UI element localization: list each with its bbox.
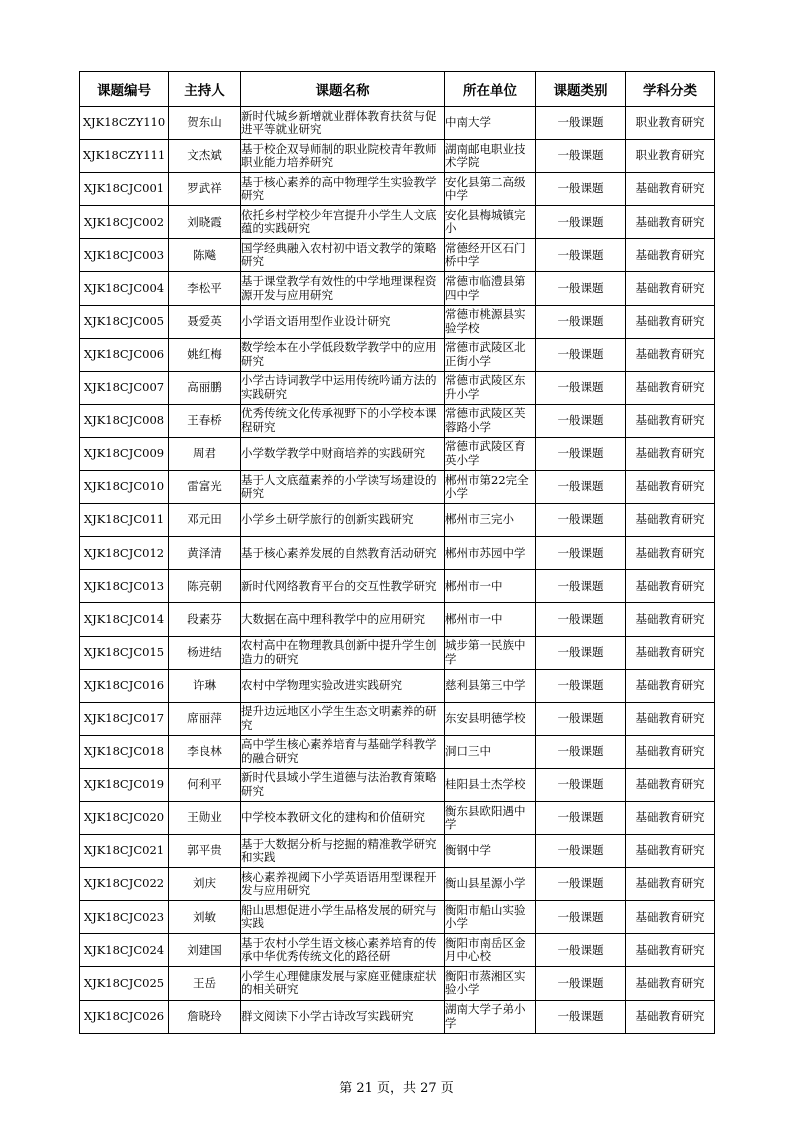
project-field: 基础教育研究 <box>626 272 715 305</box>
header-unit: 所在单位 <box>445 72 536 107</box>
project-topic: 新时代网络教育平台的交互性教学研究 <box>241 570 445 603</box>
project-topic: 小学乡土研学旅行的创新实践研究 <box>241 504 445 537</box>
project-topic: 新时代县域小学生道德与法治教育策略研究 <box>241 768 445 801</box>
project-unit: 衡阳市蒸湘区实验小学 <box>445 967 536 1000</box>
project-code: XJK18CJC018 <box>80 735 169 768</box>
project-topic: 基于农村小学生语文核心素养培育的传承中华优秀传统文化的路径研 <box>241 934 445 967</box>
project-host: 刘晓霞 <box>169 206 241 239</box>
project-code: XJK18CJC001 <box>80 173 169 206</box>
project-unit: 郴州市三完小 <box>445 504 536 537</box>
page-number: 第 21 页，共 27 页 <box>339 1081 454 1096</box>
project-topic: 小学生心理健康发展与家庭亚健康症状的相关研究 <box>241 967 445 1000</box>
project-category: 一般课题 <box>536 603 626 636</box>
project-field: 基础教育研究 <box>626 570 715 603</box>
project-category: 一般课题 <box>536 504 626 537</box>
project-code: XJK18CJC012 <box>80 537 169 570</box>
project-unit: 郴州市第22完全小学 <box>445 471 536 504</box>
project-topic: 高中学生核心素养培育与基础学科教学的融合研究 <box>241 735 445 768</box>
project-host: 姚红梅 <box>169 338 241 371</box>
project-code: XJK18CJC014 <box>80 603 169 636</box>
project-category: 一般课题 <box>536 636 626 669</box>
project-topic: 农村中学物理实验改进实践研究 <box>241 669 445 702</box>
project-code: XJK18CZY110 <box>80 107 169 140</box>
project-code: XJK18CJC005 <box>80 305 169 338</box>
table-row <box>80 735 715 768</box>
table-row <box>80 934 715 967</box>
project-unit: 桂阳县士杰学校 <box>445 768 536 801</box>
project-category: 一般课题 <box>536 702 626 735</box>
project-field: 基础教育研究 <box>626 305 715 338</box>
table-row <box>80 239 715 272</box>
project-category: 一般课题 <box>536 404 626 437</box>
project-unit: 郴州市一中 <box>445 603 536 636</box>
project-unit: 中南大学 <box>445 107 536 140</box>
project-category: 一般课题 <box>536 305 626 338</box>
table-row <box>80 272 715 305</box>
project-code: XJK18CJC003 <box>80 239 169 272</box>
project-code: XJK18CJC011 <box>80 504 169 537</box>
project-field: 基础教育研究 <box>626 404 715 437</box>
project-category: 一般课题 <box>536 140 626 173</box>
project-field: 基础教育研究 <box>626 239 715 272</box>
project-unit: 东安县明德学校 <box>445 702 536 735</box>
project-code: XJK18CJC026 <box>80 1000 169 1033</box>
project-field: 基础教育研究 <box>626 173 715 206</box>
project-host: 杨进结 <box>169 636 241 669</box>
project-code: XJK18CJC023 <box>80 901 169 934</box>
project-unit: 慈利县第三中学 <box>445 669 536 702</box>
project-unit: 常德市武陵区北正街小学 <box>445 338 536 371</box>
project-unit: 常德市武陵区育英小学 <box>445 437 536 470</box>
project-field: 基础教育研究 <box>626 471 715 504</box>
table-row <box>80 140 715 173</box>
project-code: XJK18CJC006 <box>80 338 169 371</box>
project-unit: 常德市武陵区芙蓉路小学 <box>445 404 536 437</box>
table-row <box>80 173 715 206</box>
project-host: 周君 <box>169 437 241 470</box>
project-field: 基础教育研究 <box>626 636 715 669</box>
project-category: 一般课题 <box>536 338 626 371</box>
project-code: XJK18CJC017 <box>80 702 169 735</box>
project-topic: 基于校企双导师制的职业院校青年教师职业能力培养研究 <box>241 140 445 173</box>
project-topic: 核心素养视阈下小学英语语用型课程开发与应用研究 <box>241 868 445 901</box>
project-topic: 基于核心素养的高中物理学生实验教学研究 <box>241 173 445 206</box>
project-field: 基础教育研究 <box>626 801 715 834</box>
table-row <box>80 504 715 537</box>
project-code: XJK18CJC008 <box>80 404 169 437</box>
project-field: 基础教育研究 <box>626 338 715 371</box>
project-category: 一般课题 <box>536 107 626 140</box>
project-host: 聂爱英 <box>169 305 241 338</box>
project-topic: 基于核心素养发展的自然教育活动研究 <box>241 537 445 570</box>
table-row <box>80 206 715 239</box>
project-unit: 衡阳市南岳区金月中心校 <box>445 934 536 967</box>
project-host: 陈亮朝 <box>169 570 241 603</box>
project-topic: 新时代城乡新增就业群体教育扶贫与促进平等就业研究 <box>241 107 445 140</box>
project-code: XJK18CJC019 <box>80 768 169 801</box>
project-host: 邓元田 <box>169 504 241 537</box>
project-host: 王勋业 <box>169 801 241 834</box>
project-field: 基础教育研究 <box>626 669 715 702</box>
project-category: 一般课题 <box>536 272 626 305</box>
table-row <box>80 1000 715 1033</box>
project-field: 基础教育研究 <box>626 437 715 470</box>
project-code: XJK18CJC024 <box>80 934 169 967</box>
project-unit: 郴州市一中 <box>445 570 536 603</box>
project-host: 文杰斌 <box>169 140 241 173</box>
project-unit: 湖南大学子弟小学 <box>445 1000 536 1033</box>
header-code: 课题编号 <box>80 72 169 107</box>
project-field: 职业教育研究 <box>626 140 715 173</box>
project-host: 李松平 <box>169 272 241 305</box>
project-category: 一般课题 <box>536 206 626 239</box>
project-field: 基础教育研究 <box>626 603 715 636</box>
project-table <box>79 71 715 1034</box>
project-category: 一般课题 <box>536 570 626 603</box>
project-category: 一般课题 <box>536 1000 626 1033</box>
project-topic: 小学语文语用型作业设计研究 <box>241 305 445 338</box>
project-unit: 常德经开区石门桥中学 <box>445 239 536 272</box>
header-row <box>80 72 715 107</box>
project-category: 一般课题 <box>536 669 626 702</box>
project-topic: 小学数学教学中财商培养的实践研究 <box>241 437 445 470</box>
table-row <box>80 437 715 470</box>
project-topic: 小学古诗词教学中运用传统吟诵方法的实践研究 <box>241 371 445 404</box>
table-row <box>80 471 715 504</box>
project-topic: 基于人文底蕴素养的小学读写场建设的研究 <box>241 471 445 504</box>
project-field: 基础教育研究 <box>626 537 715 570</box>
project-host: 段素芬 <box>169 603 241 636</box>
project-unit: 洞口三中 <box>445 735 536 768</box>
project-host: 詹晓玲 <box>169 1000 241 1033</box>
project-host: 王春桥 <box>169 404 241 437</box>
project-unit: 衡山县星源小学 <box>445 868 536 901</box>
table-row <box>80 801 715 834</box>
project-topic: 基于课堂教学有效性的中学地理课程资源开发与应用研究 <box>241 272 445 305</box>
project-field: 基础教育研究 <box>626 934 715 967</box>
project-topic: 群文阅读下小学古诗改写实践研究 <box>241 1000 445 1033</box>
project-category: 一般课题 <box>536 934 626 967</box>
project-field: 基础教育研究 <box>626 206 715 239</box>
project-category: 一般课题 <box>536 437 626 470</box>
project-category: 一般课题 <box>536 801 626 834</box>
project-unit: 常德市桃源县实验学校 <box>445 305 536 338</box>
project-field: 基础教育研究 <box>626 901 715 934</box>
project-host: 郭平贵 <box>169 835 241 868</box>
table-row <box>80 404 715 437</box>
header-field: 学科分类 <box>626 72 715 107</box>
project-code: XJK18CJC007 <box>80 371 169 404</box>
project-field: 职业教育研究 <box>626 107 715 140</box>
project-host: 黄泽清 <box>169 537 241 570</box>
project-topic: 基于大数据分析与挖掘的精准教学研究和实践 <box>241 835 445 868</box>
project-topic: 国学经典融入农村初中语文教学的策略研究 <box>241 239 445 272</box>
project-unit: 安化县第二高级中学 <box>445 173 536 206</box>
project-code: XJK18CJC013 <box>80 570 169 603</box>
project-host: 雷富光 <box>169 471 241 504</box>
project-topic: 船山思想促进小学生品格发展的研究与实践 <box>241 901 445 934</box>
project-category: 一般课题 <box>536 537 626 570</box>
project-category: 一般课题 <box>536 173 626 206</box>
project-unit: 安化县梅城镇完小 <box>445 206 536 239</box>
project-category: 一般课题 <box>536 868 626 901</box>
header-host: 主持人 <box>169 72 241 107</box>
project-unit: 衡阳市船山实验小学 <box>445 901 536 934</box>
table-row <box>80 305 715 338</box>
table-row <box>80 570 715 603</box>
project-topic: 依托乡村学校少年宫提升小学生人文底蕴的实践研究 <box>241 206 445 239</box>
table-row <box>80 371 715 404</box>
project-code: XJK18CJC004 <box>80 272 169 305</box>
project-unit: 衡东县欧阳遇中学 <box>445 801 536 834</box>
project-host: 贺东山 <box>169 107 241 140</box>
project-host: 刘建国 <box>169 934 241 967</box>
project-unit: 城步第一民族中学 <box>445 636 536 669</box>
project-code: XJK18CZY111 <box>80 140 169 173</box>
table-row <box>80 967 715 1000</box>
project-field: 基础教育研究 <box>626 768 715 801</box>
project-category: 一般课题 <box>536 967 626 1000</box>
project-host: 高丽鹏 <box>169 371 241 404</box>
table-row <box>80 107 715 140</box>
header-topic: 课题名称 <box>241 72 445 107</box>
table-row <box>80 768 715 801</box>
project-host: 陈飚 <box>169 239 241 272</box>
project-code: XJK18CJC016 <box>80 669 169 702</box>
project-unit: 湖南邮电职业技术学院 <box>445 140 536 173</box>
project-code: XJK18CJC002 <box>80 206 169 239</box>
project-unit: 衡钢中学 <box>445 835 536 868</box>
project-field: 基础教育研究 <box>626 371 715 404</box>
table-row <box>80 338 715 371</box>
project-code: XJK18CJC022 <box>80 868 169 901</box>
project-category: 一般课题 <box>536 471 626 504</box>
table-row <box>80 537 715 570</box>
project-host: 李良林 <box>169 735 241 768</box>
project-topic: 优秀传统文化传承视野下的小学校本课程研究 <box>241 404 445 437</box>
project-code: XJK18CJC025 <box>80 967 169 1000</box>
project-field: 基础教育研究 <box>626 1000 715 1033</box>
project-topic: 提升边远地区小学生生态文明素养的研究 <box>241 702 445 735</box>
project-field: 基础教育研究 <box>626 868 715 901</box>
project-category: 一般课题 <box>536 371 626 404</box>
project-field: 基础教育研究 <box>626 735 715 768</box>
table-row <box>80 702 715 735</box>
table-row <box>80 669 715 702</box>
table-row <box>80 901 715 934</box>
project-host: 刘庆 <box>169 868 241 901</box>
project-code: XJK18CJC015 <box>80 636 169 669</box>
project-unit: 常德市武陵区东升小学 <box>445 371 536 404</box>
project-host: 何利平 <box>169 768 241 801</box>
project-unit: 郴州市苏园中学 <box>445 537 536 570</box>
table-row <box>80 835 715 868</box>
project-code: XJK18CJC010 <box>80 471 169 504</box>
project-topic: 大数据在高中理科教学中的应用研究 <box>241 603 445 636</box>
project-unit: 常德市临澧县第四中学 <box>445 272 536 305</box>
project-field: 基础教育研究 <box>626 504 715 537</box>
project-category: 一般课题 <box>536 239 626 272</box>
table-row <box>80 603 715 636</box>
project-category: 一般课题 <box>536 768 626 801</box>
project-field: 基础教育研究 <box>626 835 715 868</box>
table-row <box>80 868 715 901</box>
project-host: 刘敏 <box>169 901 241 934</box>
project-host: 罗武祥 <box>169 173 241 206</box>
project-field: 基础教育研究 <box>626 967 715 1000</box>
project-host: 席丽萍 <box>169 702 241 735</box>
project-field: 基础教育研究 <box>626 702 715 735</box>
project-host: 许琳 <box>169 669 241 702</box>
header-category: 课题类别 <box>536 72 626 107</box>
project-code: XJK18CJC021 <box>80 835 169 868</box>
project-topic: 数学绘本在小学低段数学教学中的应用研究 <box>241 338 445 371</box>
project-category: 一般课题 <box>536 835 626 868</box>
project-code: XJK18CJC020 <box>80 801 169 834</box>
table-body <box>80 107 715 1034</box>
table-row <box>80 636 715 669</box>
project-topic: 中学校本教研文化的建构和价值研究 <box>241 801 445 834</box>
project-category: 一般课题 <box>536 901 626 934</box>
project-topic: 农村高中在物理教具创新中提升学生创造力的研究 <box>241 636 445 669</box>
project-code: XJK18CJC009 <box>80 437 169 470</box>
project-category: 一般课题 <box>536 735 626 768</box>
project-host: 王岳 <box>169 967 241 1000</box>
